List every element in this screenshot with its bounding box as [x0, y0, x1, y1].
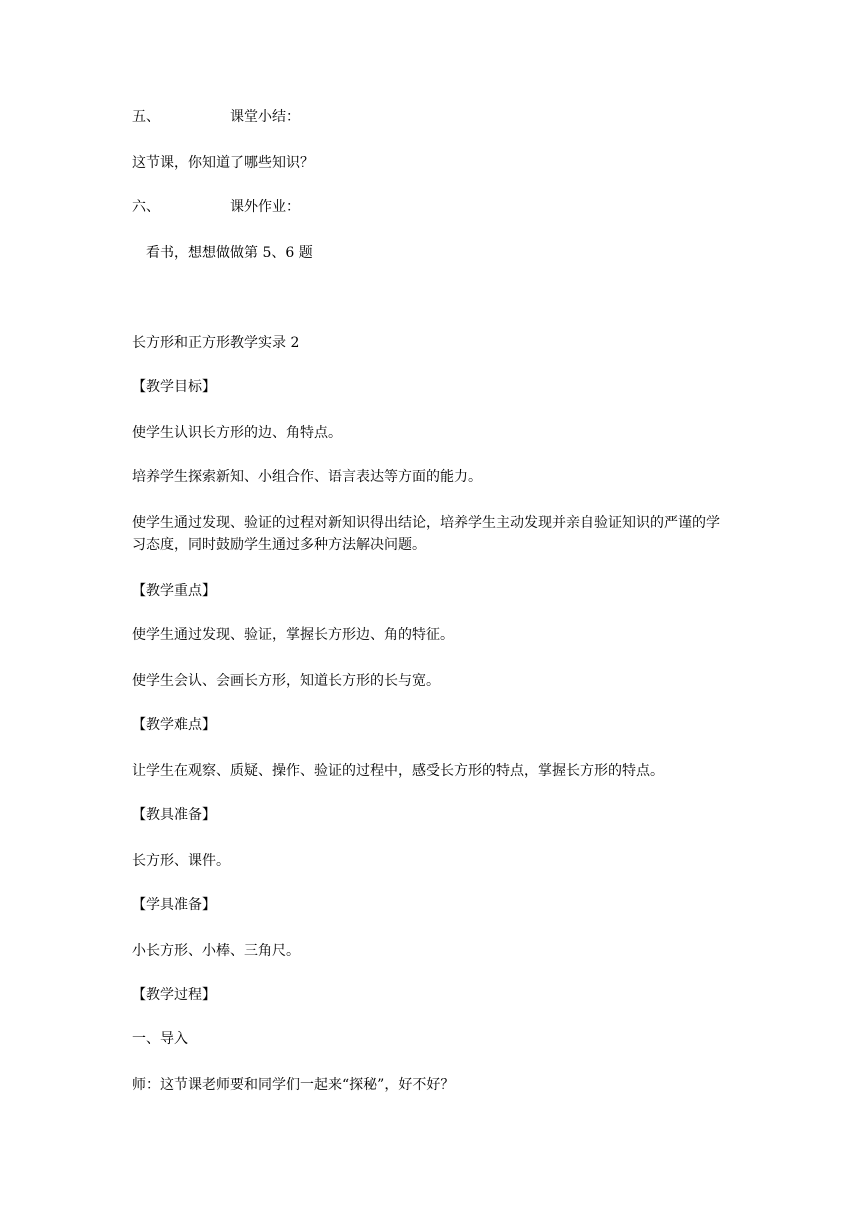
process-heading: 【教学过程】 — [132, 987, 216, 1003]
key-point-item: 使学生通过发现、验证，掌握长方形边、角的特征。 — [132, 627, 454, 643]
section-5-text: 这节课，你知道了哪些知识？ — [132, 155, 314, 171]
section-5-number: 五、 — [132, 109, 160, 125]
section-6-text: 看书，想想做做第 5、6 题 — [146, 245, 313, 261]
student-tools-heading: 【学具准备】 — [132, 897, 216, 913]
key-points-heading: 【教学重点】 — [132, 583, 216, 599]
section-6-number: 六、 — [132, 199, 160, 215]
difficulty-heading: 【教学难点】 — [132, 717, 216, 733]
teacher-tools-heading: 【教具准备】 — [132, 807, 216, 823]
teacher-tools-text: 长方形、课件。 — [132, 853, 230, 869]
goal-item: 使学生通过发现、验证的过程对新知识得出结论，培养学生主动发现并亲自验证知识的严谨的学习态度，同时鼓励学生通过多种方法解决问题。 — [132, 515, 720, 553]
intro-text: 师：这节课老师要和同学们一起来“探秘”，好不好？ — [132, 1077, 455, 1093]
goal-item: 使学生认识长方形的边、角特点。 — [132, 425, 342, 441]
section-5-title: 课堂小结： — [230, 109, 300, 125]
document-title: 长方形和正方形教学实录 2 — [132, 335, 300, 351]
section-6-title: 课外作业： — [230, 199, 300, 215]
goals-heading: 【教学目标】 — [132, 379, 216, 395]
key-point-item: 使学生会认、会画长方形，知道长方形的长与宽。 — [132, 673, 440, 689]
student-tools-text: 小长方形、小棒、三角尺。 — [132, 943, 300, 959]
difficulty-text: 让学生在观察、质疑、操作、验证的过程中，感受长方形的特点，掌握长方形的特点。 — [132, 763, 664, 779]
intro-heading: 一、导入 — [132, 1031, 188, 1047]
goal-item: 培养学生探索新知、小组合作、语言表达等方面的能力。 — [132, 469, 482, 485]
